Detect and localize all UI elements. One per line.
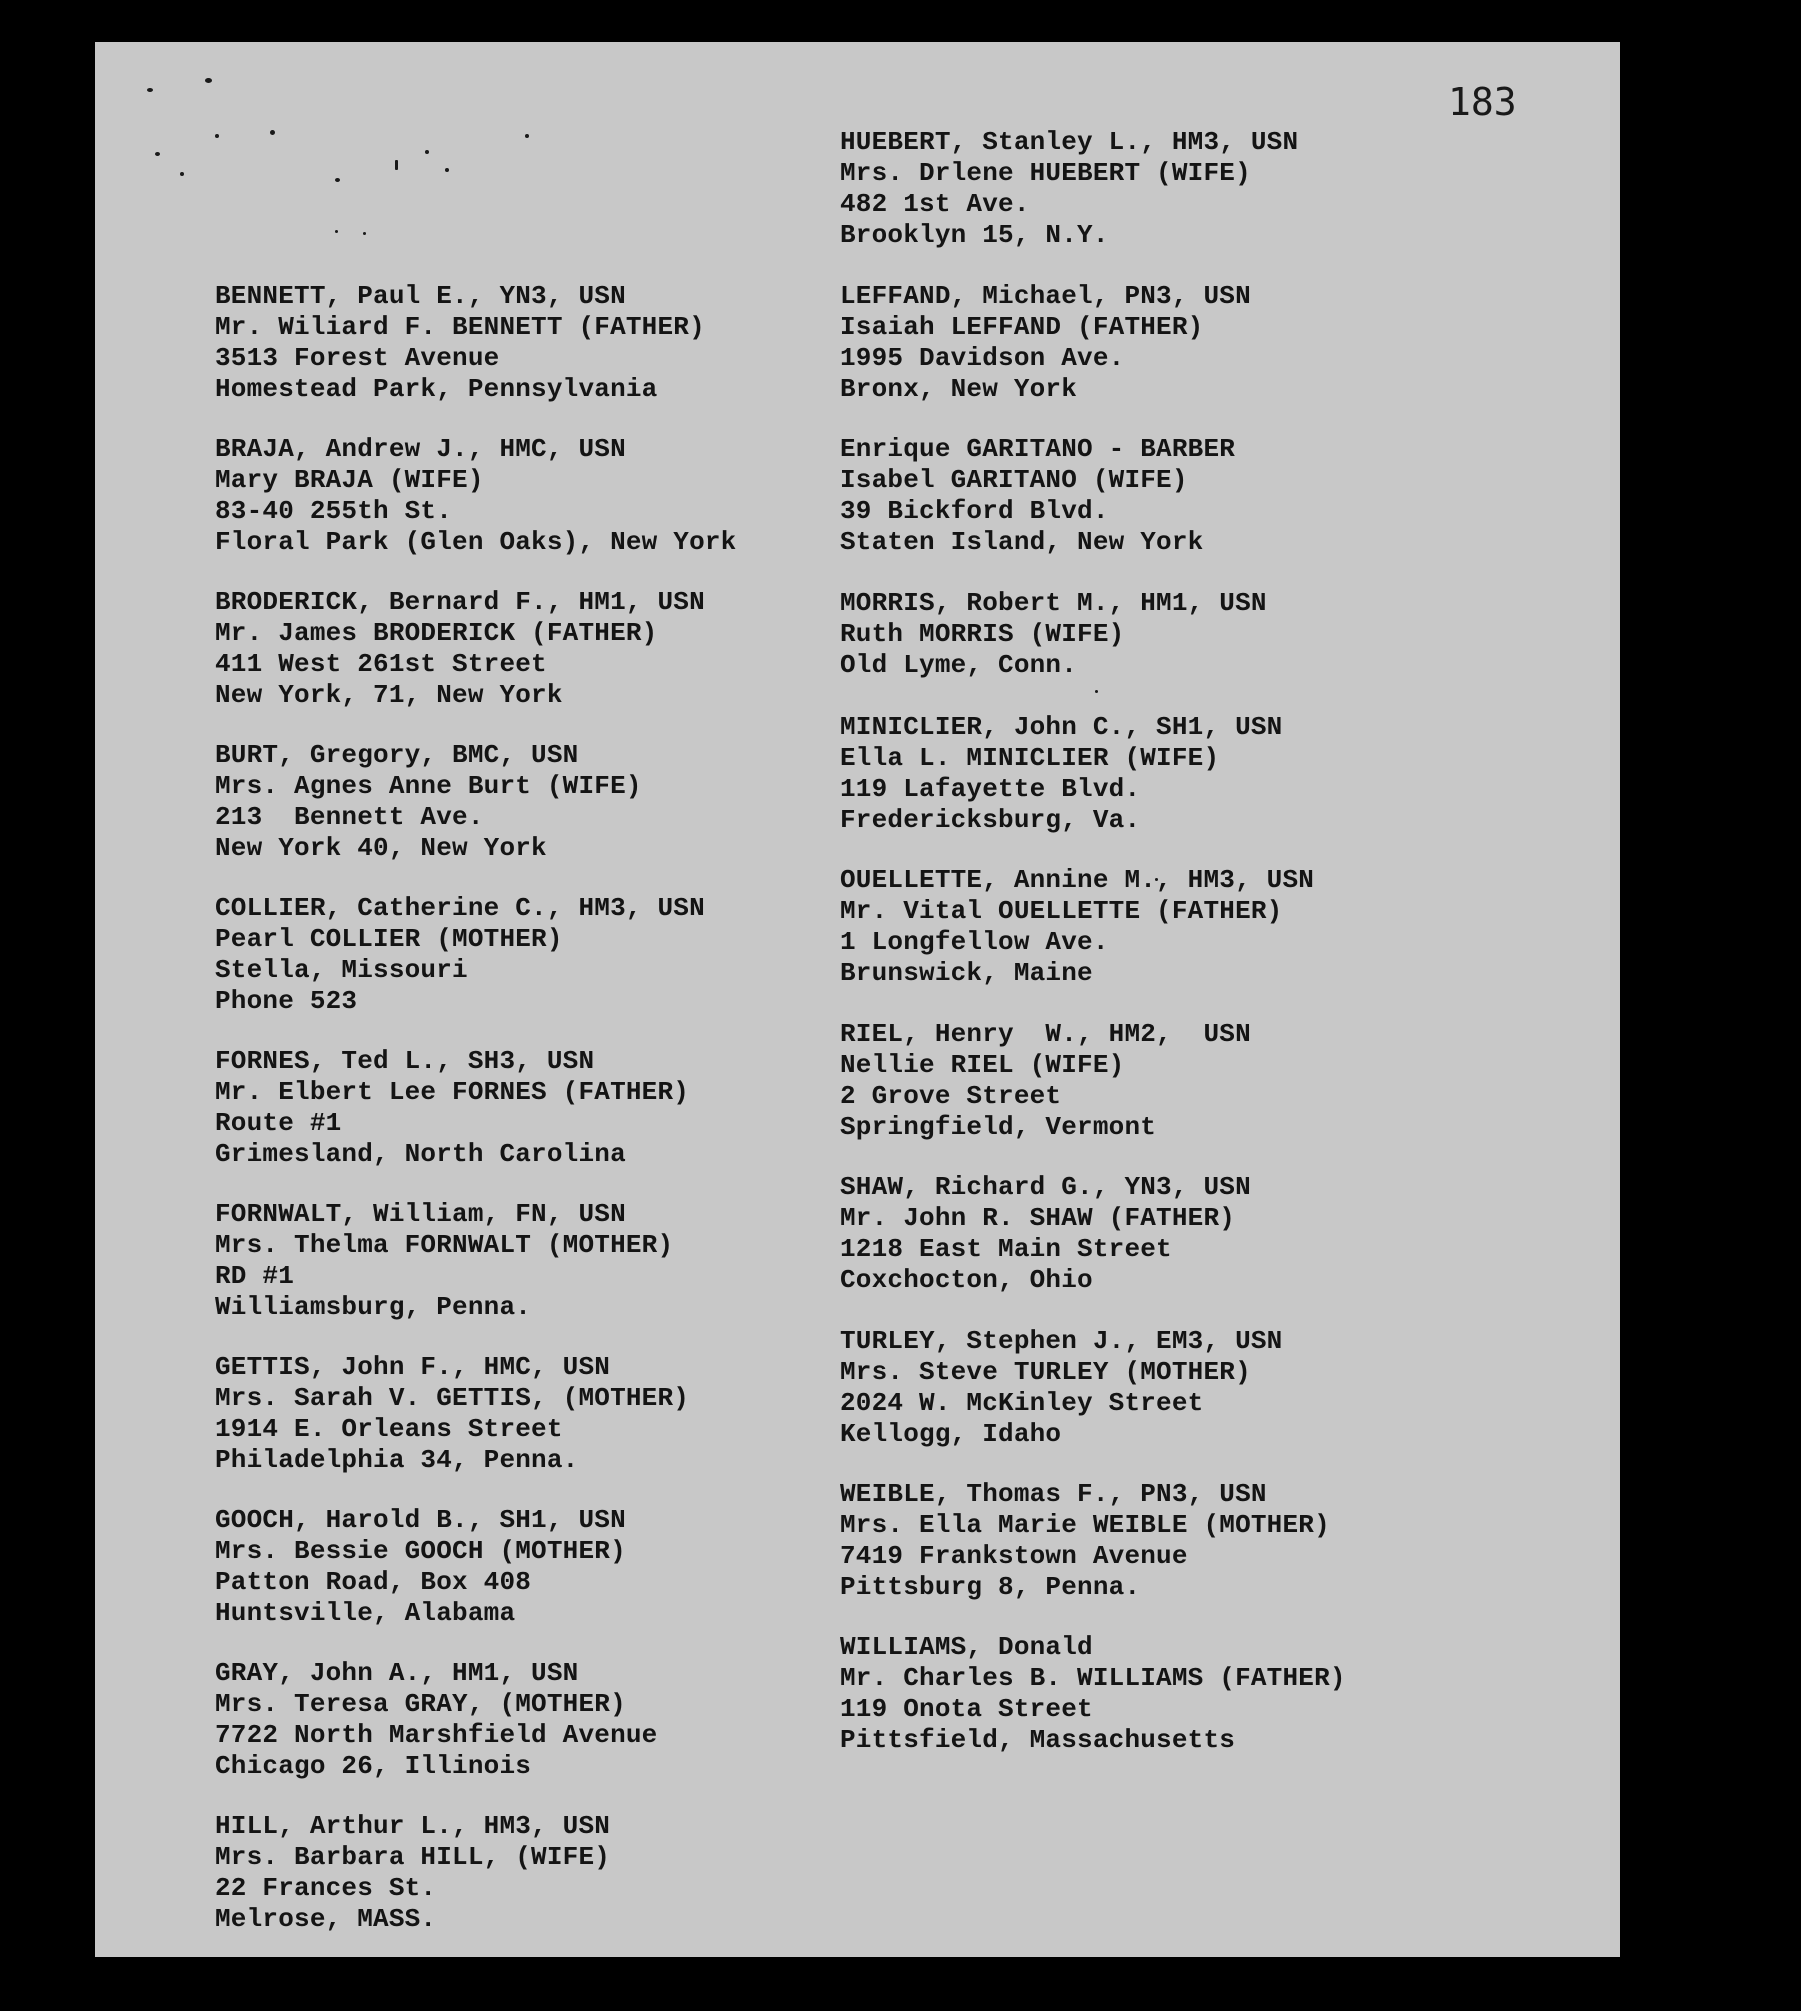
- entry-detail-line: Pearl COLLIER (MOTHER): [215, 924, 563, 954]
- entry-name-line: TURLEY, Stephen J., EM3, USN: [840, 1326, 1283, 1356]
- entry-name-line: MINICLIER, John C., SH1, USN: [840, 712, 1283, 742]
- entry-detail-line: Coxchocton, Ohio: [840, 1265, 1093, 1295]
- address-entry: [215, 1352, 689, 1476]
- entry-detail-line: 213 Bennett Ave.: [215, 802, 484, 832]
- entry-detail-line: Route #1: [215, 1108, 342, 1138]
- entry-detail-line: Springfield, Vermont: [840, 1112, 1157, 1142]
- entry-detail-line: Isaiah LEFFAND (FATHER): [840, 312, 1204, 342]
- entry-name-line: MORRIS, Robert M., HM1, USN: [840, 588, 1267, 618]
- entry-name-line: RIEL, Henry W., HM2, USN: [840, 1019, 1251, 1049]
- scan-speck: [270, 130, 275, 135]
- entry-detail-line: 7419 Frankstown Avenue: [840, 1541, 1188, 1571]
- entry-name-line: HUEBERT, Stanley L., HM3, USN: [840, 127, 1299, 157]
- entry-name-line: FORNES, Ted L., SH3, USN: [215, 1046, 595, 1076]
- entry-detail-line: Mrs. Sarah V. GETTIS, (MOTHER): [215, 1383, 690, 1413]
- entry-name-line: GRAY, John A., HM1, USN: [215, 1658, 579, 1688]
- address-entry: [215, 1505, 626, 1629]
- entry-name-line: GOOCH, Harold B., SH1, USN: [215, 1505, 626, 1535]
- entry-detail-line: Mrs. Bessie GOOCH (MOTHER): [215, 1536, 626, 1566]
- entry-detail-line: Homestead Park, Pennsylvania: [215, 374, 658, 404]
- scan-speck: [335, 230, 338, 233]
- address-entry: [840, 712, 1282, 836]
- entry-detail-line: Mrs. Thelma FORNWALT (MOTHER): [215, 1230, 674, 1260]
- entry-detail-line: 482 1st Ave.: [840, 189, 1030, 219]
- entry-detail-line: RD #1: [215, 1261, 295, 1291]
- entry-detail-line: Floral Park (Glen Oaks), New York: [215, 527, 737, 557]
- entry-detail-line: Mr. Vital OUELLETTE (FATHER): [840, 896, 1283, 926]
- entry-detail-line: New York, 71, New York: [215, 680, 563, 710]
- entry-detail-line: Kellogg, Idaho: [840, 1419, 1062, 1449]
- entry-detail-line: 2024 W. McKinley Street: [840, 1388, 1204, 1418]
- entry-detail-line: Ruth MORRIS (WIFE): [840, 619, 1125, 649]
- entry-detail-line: Mrs. Agnes Anne Burt (WIFE): [215, 771, 642, 801]
- address-entry: [215, 1658, 657, 1782]
- scan-speck: [147, 88, 153, 92]
- address-entry: [215, 740, 642, 864]
- address-entry: [840, 1479, 1330, 1603]
- entry-detail-line: Old Lyme, Conn.: [840, 650, 1078, 680]
- address-entry: [215, 1046, 689, 1170]
- entry-detail-line: Isabel GARITANO (WIFE): [840, 465, 1188, 495]
- entry-detail-line: Melrose, MASS.: [215, 1904, 437, 1934]
- entry-detail-line: Mrs. Drlene HUEBERT (WIFE): [840, 158, 1251, 188]
- address-entry: [840, 127, 1298, 251]
- entry-detail-line: Brooklyn 15, N.Y.: [840, 220, 1109, 250]
- scan-speck: [425, 150, 429, 154]
- entry-detail-line: Ella L. MINICLIER (WIFE): [840, 743, 1220, 773]
- address-entry: [215, 1811, 610, 1935]
- address-entry: [840, 1019, 1251, 1143]
- address-entry: [215, 1199, 673, 1323]
- document-page: [95, 42, 1620, 1957]
- entry-detail-line: Mr. Charles B. WILLIAMS (FATHER): [840, 1663, 1346, 1693]
- entry-name-line: BURT, Gregory, BMC, USN: [215, 740, 579, 770]
- entry-detail-line: Patton Road, Box 408: [215, 1567, 532, 1597]
- entry-name-line: WILLIAMS, Donald: [840, 1632, 1093, 1662]
- scan-speck: [215, 134, 219, 138]
- entry-detail-line: 1218 East Main Street: [840, 1234, 1172, 1264]
- entry-name-line: HILL, Arthur L., HM3, USN: [215, 1811, 611, 1841]
- entry-detail-line: Fredericksburg, Va.: [840, 805, 1141, 835]
- entry-detail-line: Bronx, New York: [840, 374, 1078, 404]
- entry-name-line: GETTIS, John F., HMC, USN: [215, 1352, 611, 1382]
- entry-detail-line: 1995 Davidson Ave.: [840, 343, 1125, 373]
- entry-name-line: OUELLETTE, Annine M., HM3, USN: [840, 865, 1315, 895]
- scan-speck: [335, 178, 340, 182]
- entry-name-line: Enrique GARITANO - BARBER: [840, 434, 1236, 464]
- entry-name-line: SHAW, Richard G., YN3, USN: [840, 1172, 1251, 1202]
- scan-speck: [395, 160, 398, 170]
- address-entry: [215, 893, 705, 1017]
- entry-name-line: FORNWALT, William, FN, USN: [215, 1199, 626, 1229]
- entry-detail-line: Stella, Missouri: [215, 955, 468, 985]
- entry-detail-line: Staten Island, New York: [840, 527, 1204, 557]
- entry-detail-line: Nellie RIEL (WIFE): [840, 1050, 1125, 1080]
- scan-speck: [1095, 690, 1098, 693]
- entry-detail-line: 83-40 255th St.: [215, 496, 453, 526]
- entry-detail-line: 7722 North Marshfield Avenue: [215, 1720, 658, 1750]
- entry-name-line: BENNETT, Paul E., YN3, USN: [215, 281, 626, 311]
- address-entry: [840, 1172, 1251, 1296]
- entry-detail-line: Phone 523: [215, 986, 358, 1016]
- entry-detail-line: Huntsville, Alabama: [215, 1598, 516, 1628]
- entry-name-line: BRAJA, Andrew J., HMC, USN: [215, 434, 626, 464]
- entry-detail-line: 3513 Forest Avenue: [215, 343, 500, 373]
- scan-speck: [205, 78, 212, 83]
- entry-detail-line: Mr. Wiliard F. BENNETT (FATHER): [215, 312, 705, 342]
- entry-detail-line: Mrs. Steve TURLEY (MOTHER): [840, 1357, 1251, 1387]
- page-number: 183: [1448, 80, 1517, 124]
- entry-detail-line: Brunswick, Maine: [840, 958, 1093, 988]
- entry-name-line: COLLIER, Catherine C., HM3, USN: [215, 893, 705, 923]
- entry-detail-line: Chicago 26, Illinois: [215, 1751, 532, 1781]
- entry-name-line: LEFFAND, Michael, PN3, USN: [840, 281, 1251, 311]
- entry-detail-line: Mr. John R. SHAW (FATHER): [840, 1203, 1236, 1233]
- entry-detail-line: Pittsfield, Massachusetts: [840, 1725, 1236, 1755]
- scan-speck: [445, 168, 449, 172]
- address-entry: [840, 588, 1267, 681]
- entry-detail-line: 119 Onota Street: [840, 1694, 1093, 1724]
- entry-detail-line: Mr. James BRODERICK (FATHER): [215, 618, 658, 648]
- entry-detail-line: Grimesland, North Carolina: [215, 1139, 626, 1169]
- entry-detail-line: 119 Lafayette Blvd.: [840, 774, 1141, 804]
- scan-speck: [180, 172, 184, 176]
- scan-speck: [363, 232, 366, 235]
- entry-name-line: WEIBLE, Thomas F., PN3, USN: [840, 1479, 1267, 1509]
- entry-name-line: BRODERICK, Bernard F., HM1, USN: [215, 587, 705, 617]
- entry-detail-line: Pittsburg 8, Penna.: [840, 1572, 1141, 1602]
- entry-detail-line: Mary BRAJA (WIFE): [215, 465, 484, 495]
- entry-detail-line: Mr. Elbert Lee FORNES (FATHER): [215, 1077, 690, 1107]
- address-entry: [840, 1326, 1282, 1450]
- address-entry: [840, 281, 1251, 405]
- entry-detail-line: Mrs. Teresa GRAY, (MOTHER): [215, 1689, 626, 1719]
- entry-detail-line: Mrs. Barbara HILL, (WIFE): [215, 1842, 611, 1872]
- address-entry: [215, 281, 705, 405]
- entry-detail-line: New York 40, New York: [215, 833, 547, 863]
- address-entry: [215, 434, 736, 558]
- entry-detail-line: 22 Frances St.: [215, 1873, 437, 1903]
- entry-detail-line: 1914 E. Orleans Street: [215, 1414, 563, 1444]
- entry-detail-line: Philadelphia 34, Penna.: [215, 1445, 579, 1475]
- entry-detail-line: 39 Bickford Blvd.: [840, 496, 1109, 526]
- scan-speck: [155, 152, 160, 156]
- address-entry: [215, 587, 705, 711]
- address-entry: [840, 1632, 1346, 1756]
- entry-detail-line: 2 Grove Street: [840, 1081, 1062, 1111]
- entry-detail-line: Williamsburg, Penna.: [215, 1292, 532, 1322]
- entry-detail-line: 411 West 261st Street: [215, 649, 547, 679]
- entry-detail-line: Mrs. Ella Marie WEIBLE (MOTHER): [840, 1510, 1330, 1540]
- entry-detail-line: 1 Longfellow Ave.: [840, 927, 1109, 957]
- address-entry: [840, 865, 1314, 989]
- scan-speck: [525, 134, 529, 138]
- address-entry: [840, 434, 1235, 558]
